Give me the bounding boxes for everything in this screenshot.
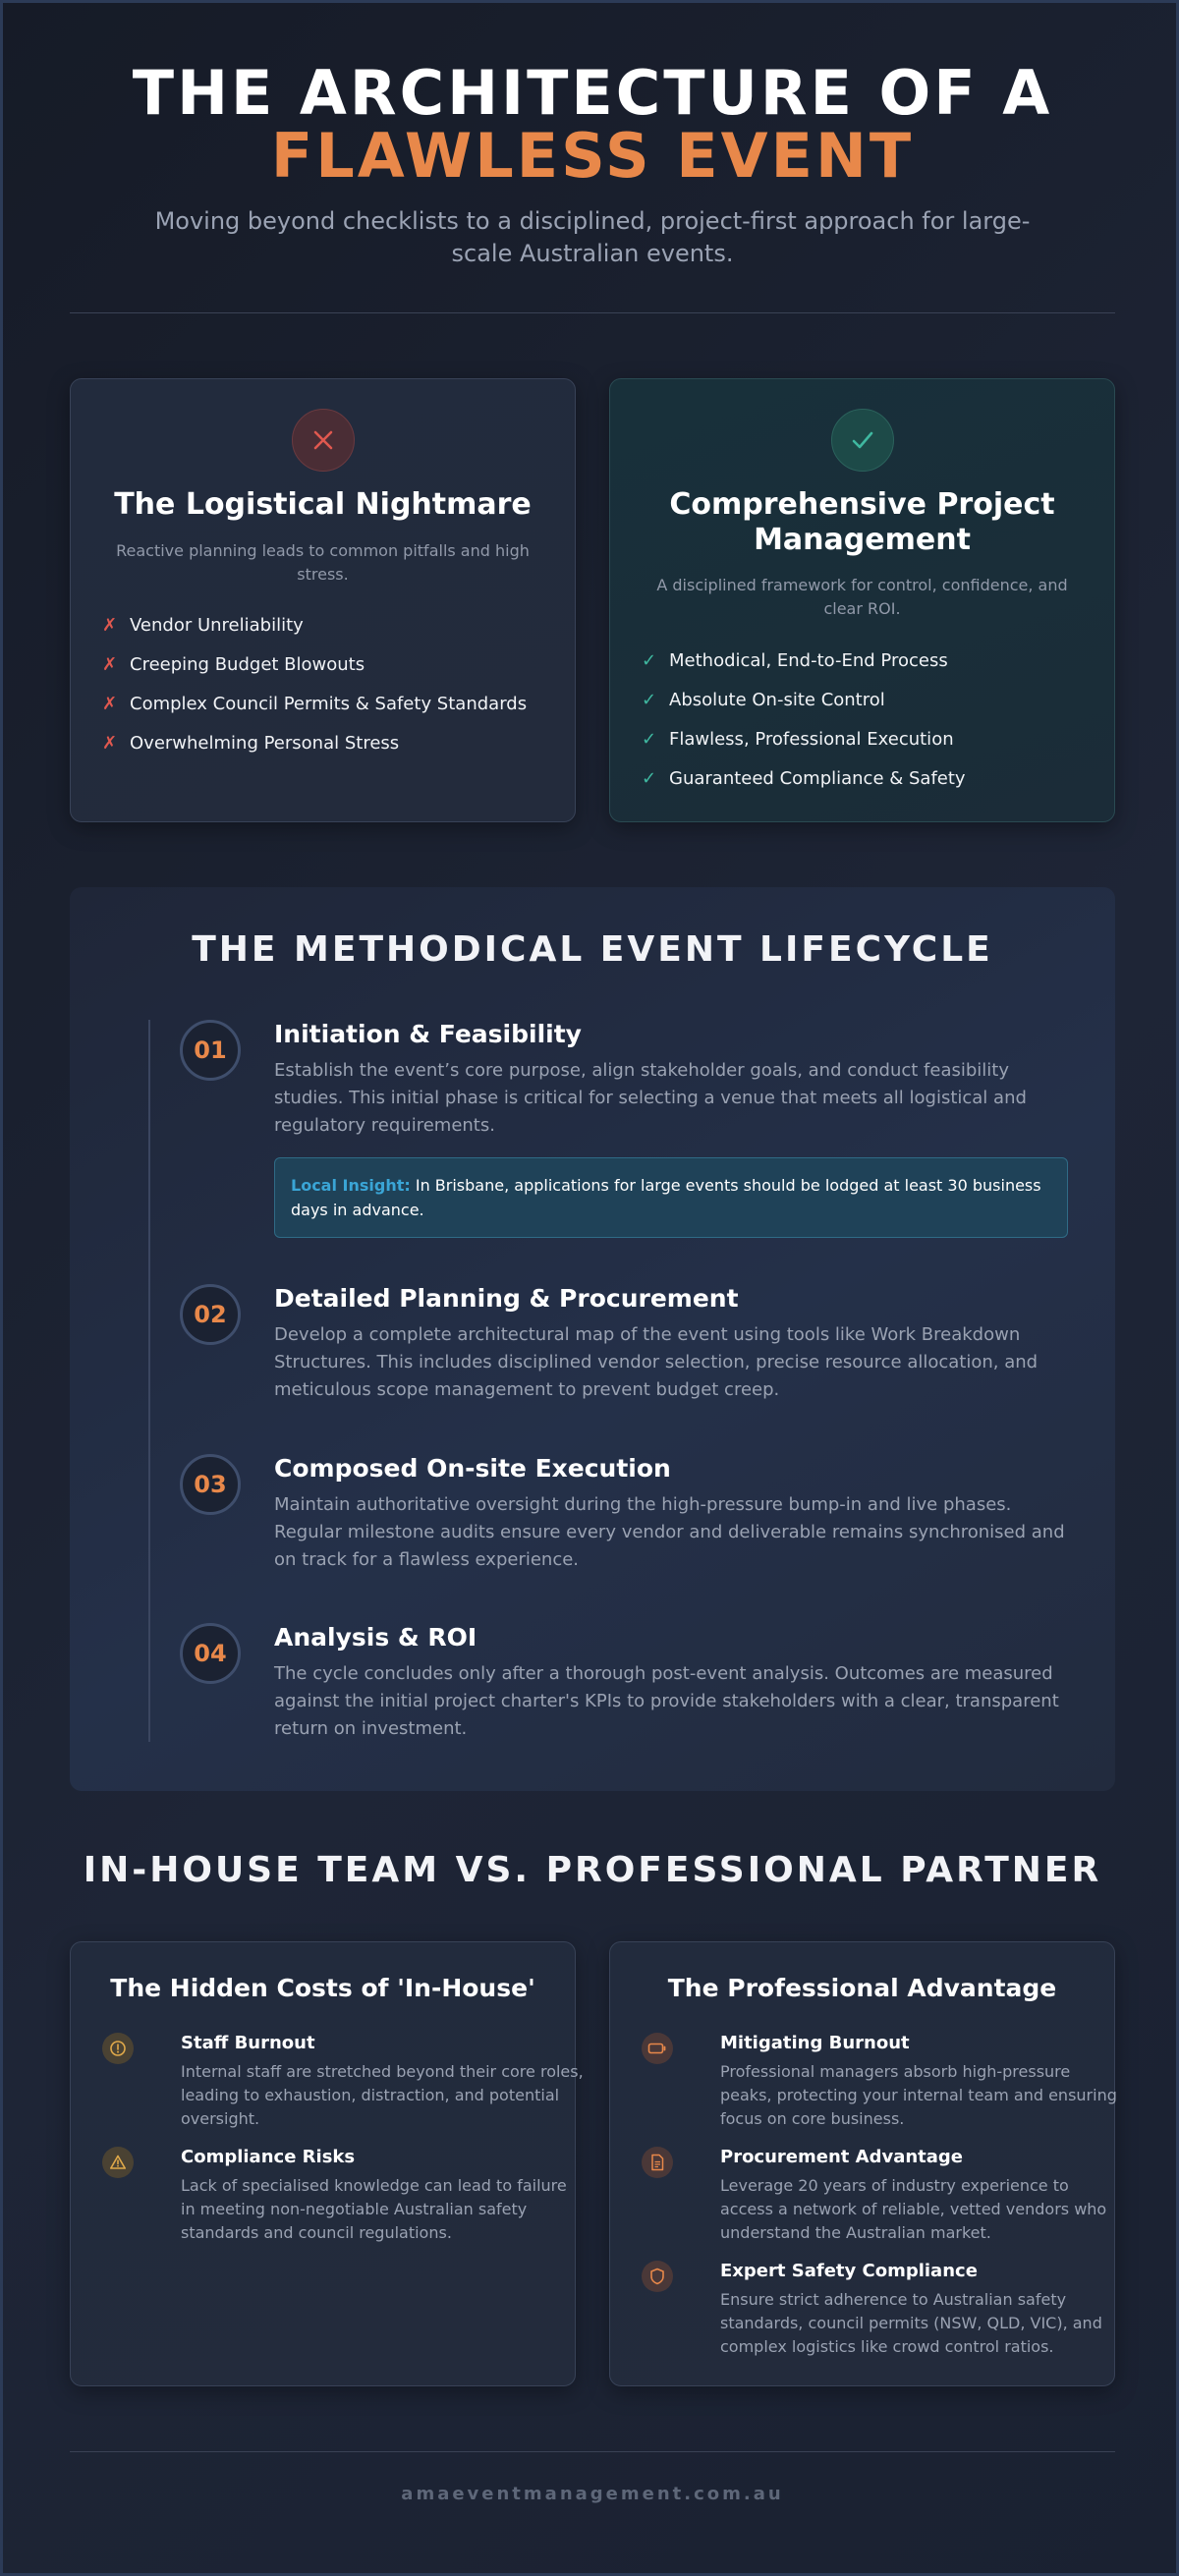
card-title: The Logistical Nightmare: [114, 487, 532, 522]
timeline-line: [148, 1020, 150, 1742]
list-item-label: Overwhelming Personal Stress: [130, 732, 400, 754]
header: [70, 57, 1115, 270]
step-title: Detailed Planning & Procurement: [274, 1284, 739, 1313]
checkmark-icon: ✓: [642, 689, 657, 710]
feature-title: Compliance Risks: [181, 2147, 356, 2167]
card-title: Comprehensive Project Management: [669, 487, 1055, 557]
checkmark-icon: ✓: [642, 649, 657, 671]
cross-icon: ✗: [102, 693, 118, 714]
page-title-line2: FLAWLESS EVENT: [270, 120, 915, 192]
feature-title: Expert Safety Compliance: [720, 2261, 978, 2281]
list-item: [642, 680, 1095, 719]
step-number: 02: [180, 1284, 241, 1345]
cross-icon: ✗: [102, 614, 118, 636]
x-icon: [292, 409, 355, 472]
list-item-label: Vendor Unreliability: [130, 614, 304, 636]
cross-icon: ✗: [102, 653, 118, 675]
insight-label: Local Insight:: [291, 1176, 411, 1195]
section-title: THE METHODICAL EVENT LIFECYCLE: [192, 929, 993, 970]
page-title-line1: THE ARCHITECTURE OF A: [132, 57, 1053, 129]
list-item: [102, 644, 555, 684]
feature-title: Staff Burnout: [181, 2033, 315, 2053]
card-title: The Hidden Costs of 'In-House': [110, 1974, 535, 2002]
list-item-label: Methodical, End-to-End Process: [669, 649, 948, 671]
battery-icon: [642, 2033, 673, 2064]
card-title: The Professional Advantage: [667, 1974, 1057, 2002]
list-item: [642, 758, 1095, 798]
step-number: 01: [180, 1020, 241, 1081]
lifecycle-section: [70, 887, 1115, 1791]
shield-icon: [642, 2261, 673, 2292]
list-item-label: Guaranteed Compliance & Safety: [669, 767, 966, 789]
list-item: [102, 723, 555, 762]
card-professional-advantage: [609, 1941, 1115, 2386]
pitfall-list: [102, 605, 555, 762]
feature-description: Ensure strict adherence to Australian safety standards, council permits (NSW, QLD, VIC), and complex logistics like crowd control ratios.: [720, 2290, 1102, 2356]
feature-title: Mitigating Burnout: [720, 2033, 910, 2053]
feature-description: Lack of specialised knowledge can lead to failure in meeting non-negotiable Australian safety standards and council regulations.: [181, 2176, 567, 2242]
footer-link[interactable]: amaeventmanagement.com.au: [401, 2484, 784, 2504]
cross-icon: ✗: [102, 732, 118, 754]
document-icon: [642, 2147, 673, 2178]
list-item-label: Flawless, Professional Execution: [669, 728, 954, 750]
benefit-list: [642, 641, 1095, 798]
alert-circle-icon: [102, 2033, 134, 2064]
feature-description: Professional managers absorb high-pressure peaks, protecting your internal team and ensuring focus on core business.: [720, 2062, 1117, 2128]
feature-title: Procurement Advantage: [720, 2147, 964, 2167]
step-title: Initiation & Feasibility: [274, 1020, 582, 1048]
checkmark-icon: ✓: [642, 767, 657, 789]
list-item: [642, 641, 1095, 680]
step-description: Establish the event’s core purpose, align stakeholder goals, and conduct feasibility studies. This initial phase is critical for selecting a venue that meets all logistical and regulatory requirements.: [274, 1060, 1027, 1136]
list-item-label: Creeping Budget Blowouts: [130, 653, 365, 675]
list-item-label: Complex Council Permits & Safety Standards: [130, 693, 528, 714]
step-number: 04: [180, 1623, 241, 1684]
list-item: [642, 719, 1095, 758]
card-logistical-nightmare: [70, 378, 576, 822]
card-description: Reactive planning leads to common pitfalls and high stress.: [116, 541, 530, 584]
step-description: Maintain authoritative oversight during the high-pressure bump-in and live phases. Regular milestone audits ensure every vendor and deliverable remains synchronised and on track for a flawless experience.: [274, 1494, 1065, 1570]
step-title: Composed On-site Execution: [274, 1454, 671, 1483]
insight-text: In Brisbane, applications for large events should be lodged at least 30 business days in advance.: [291, 1176, 1041, 1219]
step-number: 03: [180, 1454, 241, 1515]
check-icon: [831, 409, 894, 472]
card-project-management: [609, 378, 1115, 822]
page-subtitle: Moving beyond checklists to a disciplined, project-first approach for large-scale Australian events.: [154, 207, 1031, 267]
checkmark-icon: ✓: [642, 728, 657, 750]
local-insight-callout: [274, 1157, 1068, 1238]
warning-triangle-icon: [102, 2147, 134, 2178]
step-description: Develop a complete architectural map of the event using tools like Work Breakdown Structures. This includes disciplined vendor selection, precise resource allocation, and meticulous scope management to prevent budget creep.: [274, 1324, 1039, 1400]
list-item: [102, 684, 555, 723]
divider: [70, 2451, 1115, 2452]
section-title: IN-HOUSE TEAM VS. PROFESSIONAL PARTNER: [83, 1850, 1102, 1890]
card-description: A disciplined framework for control, confidence, and clear ROI.: [656, 576, 1068, 618]
step-title: Analysis & ROI: [274, 1623, 477, 1652]
divider: [70, 312, 1115, 313]
card-in-house-costs: [70, 1941, 584, 2386]
list-item: [102, 605, 555, 644]
feature-description: Internal staff are stretched beyond their core roles, leading to exhaustion, distraction, and potential oversight.: [181, 2062, 584, 2128]
list-item-label: Absolute On-site Control: [669, 689, 885, 710]
step-description: The cycle concludes only after a thorough post-event analysis. Outcomes are measured against the initial project charter's KPIs to provide stakeholders with a clear, transparent return on investment.: [274, 1663, 1059, 1739]
feature-description: Leverage 20 years of industry experience to access a network of reliable, vetted vendors who understand the Australian market.: [720, 2176, 1107, 2242]
